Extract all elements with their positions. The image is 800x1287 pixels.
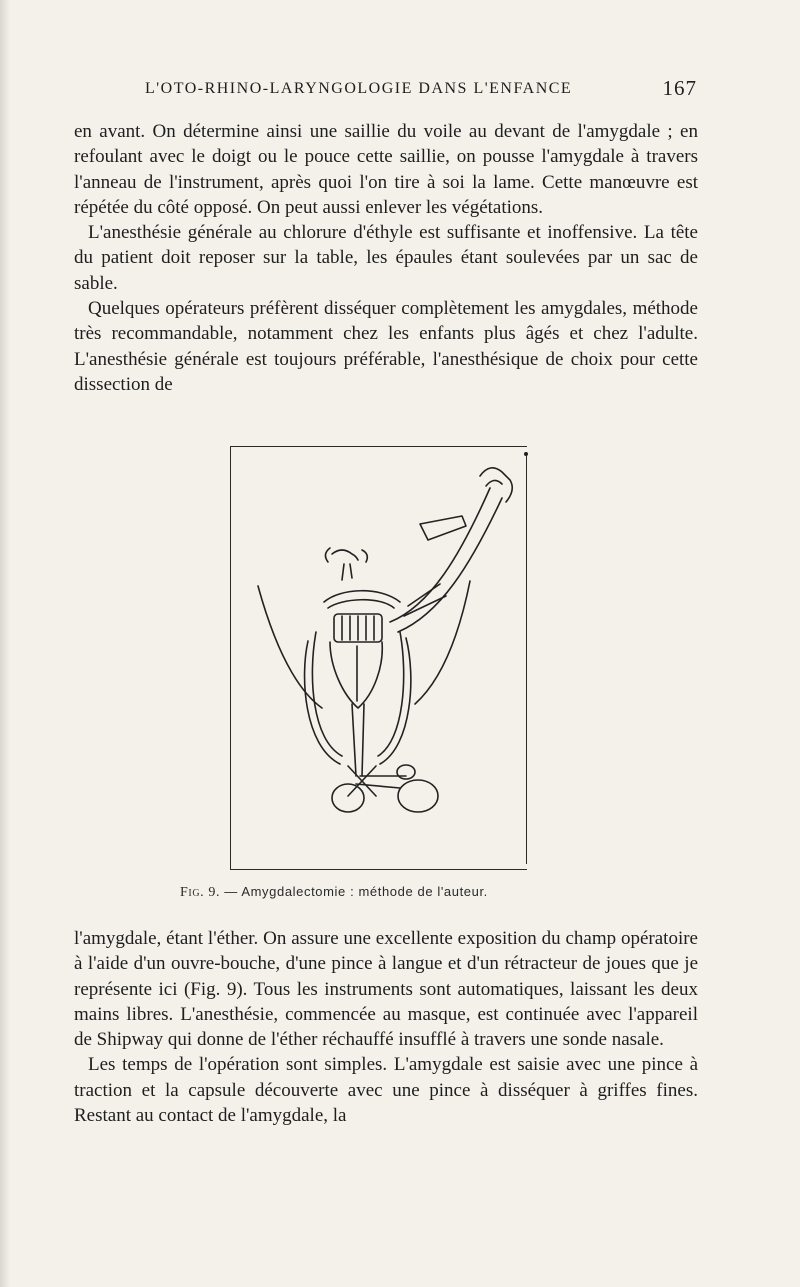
paragraph: Les temps de l'opération sont simples. L'amygdale est saisie avec une pince à traction et la capsule découverte avec une pince à disséquer à griffes fines. Restant au contact de l'amygdale, la [74,1054,698,1127]
paragraph: en avant. On détermine ainsi une saillie du voile au devant de l'amygdale ; en refoulant avec le doigt ou le pouce cette saillie, on pousse l'amygdale à travers l'anneau de l'instrument, après quoi l'on tire à soi la lame. Cette manœuvre est répétée du côté opposé. On peut aussi enlever les végétations. [74,121,698,218]
snare-trigger [420,516,466,540]
figure-caption-label: Fig. 9. [180,885,221,900]
figure-caption [180,884,620,901]
tooth-lines [342,616,374,640]
mouth-opening [328,600,394,608]
mouth-gag [312,632,403,756]
page-binding-edge [0,0,10,1287]
tongue [330,642,382,708]
snare-handle-inner [486,480,502,486]
nose [342,564,352,580]
paragraph: Quelques opérateurs préfèrent disséquer complètement les amygdales, méthode très recommandable, notamment chez les enfants plus âgés et chez l'adulte. L'anesthésie générale est toujours préférable, l'anesthésique de choix pour cette dissection de [74,298,698,395]
snare-handle [480,468,512,502]
paragraph: L'anesthésie générale au chlorure d'éthyle est suffisante et inoffensive. La tête du patient doit reposer sur la table, les épaules étant soulevées par un sac de sable. [74,222,698,294]
running-header [145,76,697,106]
tongue-forceps [352,704,364,776]
body-text-top [74,119,698,397]
body-text-bottom [74,926,698,1128]
forceps-ring-left [332,784,364,812]
page-number: 167 [662,76,697,100]
frame-mark [525,453,527,455]
figure-amygdalectomy [230,446,536,874]
figure-caption-text: — Amygdalectomie : méthode de l'auteur. [224,884,488,899]
amygdalectomy-illustration [230,446,536,874]
paragraph: l'amygdale, étant l'éther. On assure une excellente exposition du champ opératoire à l'aide d'un ouvre-bouche, d'une pince à langue et d'un rétracteur de joues que je représente ici (Fig. 9). Tous les instruments sont automatiques, laissant les deux mains libres. L'anesthésie, commencée au masque, est continuée avec l'appareil de Shipway qui donne de l'éther réchauffé insufflé à travers une sonde nasale. [74,928,698,1051]
snare-shaft [390,488,490,622]
forceps-ring-right [398,780,438,812]
running-title: L'OTO-RHINO-LARYNGOLOGIE DANS L'ENFANCE [145,80,573,97]
forceps-ring-small [397,765,415,779]
nose [325,548,367,562]
